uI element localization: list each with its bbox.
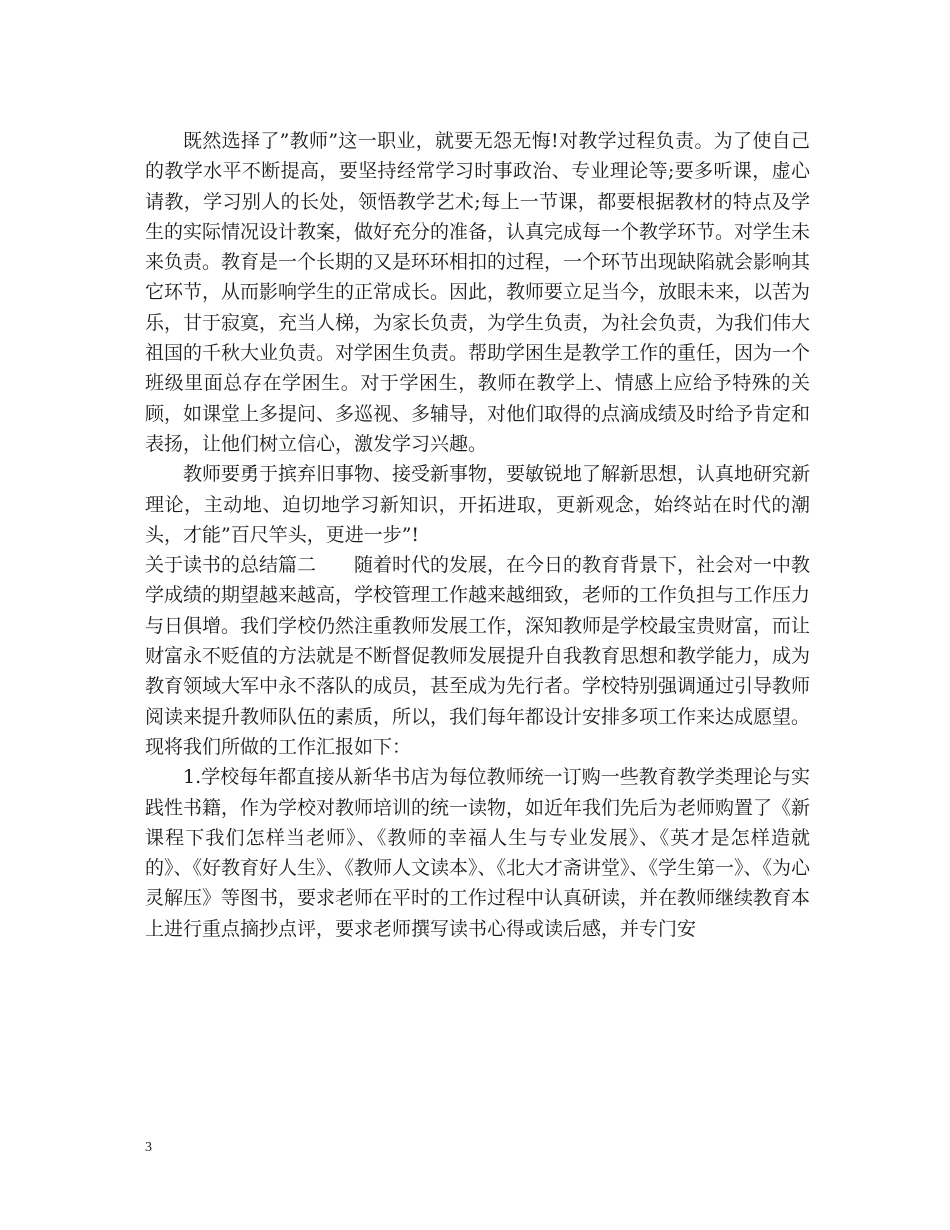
paragraph-summary-part-two: 关于读书的总结篇二 随着时代的发展，在今日的教育背景下，社会对一中教学成绩的期望越来越高，学校管理工作越来越细致，老师的工作负担与工作压力与日俱增。我们学校仍然注重教师发展工作，深知教师是学校最宝贵财富，而让财富永不贬值的方法就是不断督促教师发展提升自我教育思想和教学能力，成为教育领域大军中永不落队的成员，甚至成为先行者。学校特别强调通过引导教师阅读来提升教师队伍的素质，所以，我们每年都设计安排多项工作来达成愿望。现将我们所做的工作汇报如下： — [145, 554, 811, 758]
page-number: 3 — [145, 1140, 152, 1155]
body-text — [145, 126, 810, 944]
paragraph-innovation: 教师要勇于摈弃旧事物、接受新事物，要敏锐地了解新思想，认真地研究新理论，主动地、迫切地学习新知识，开拓进取，更新观念，始终站在时代的潮头，才能”百尺竿头，更进一步”! — [145, 463, 811, 546]
paragraph-item-one: 1.学校每年都直接从新华书店为每位教师统一订购一些教育教学类理论与实践性书籍，作为学校对教师培训的统一读物，如近年我们先后为老师购置了《新课程下我们怎样当老师》、《教师的幸福人生与专业发展》、《英才是怎样造就的》、《好教育好人生》、《教师人文读本》、《北大才斋讲堂》、《学生第一》、《为心灵解压》等图书，要求老师在平时的工作过程中认真研读，并在教师继续教育本上进行重点摘抄点评，要求老师撰写读书心得或读后感，并专门安 — [145, 766, 811, 940]
paragraph-responsibility: 既然选择了”教师”这一职业，就要无怨无悔!对教学过程负责。为了使自己的教学水平不断提高，要坚持经常学习时事政治、专业理论等;要多听课，虚心请教，学习别人的长处，领悟教学艺术;每上一节课，都要根据教材的特点及学生的实际情况设计教案，做好充分的准备，认真完成每一个教学环节。对学生未来负责。教育是一个长期的又是环环相扣的过程，一个环节出现缺陷就会影响其它环节，从而影响学生的正常成长。因此，教师要立足当今，放眼未来，以苦为乐，甘于寂寞，充当人梯，为家长负责，为学生负责，为社会负责，为我们伟大祖国的千秋大业负责。对学困生负责。帮助学困生是教学工作的重任，因为一个班级里面总存在学困生。对于学困生，教师在教学上、情感上应给予特殊的关顾，如课堂上多提问、多巡视、多辅导，对他们取得的点滴成绩及时给予肯定和表扬，让他们树立信心，激发学习兴趣。 — [145, 130, 811, 455]
